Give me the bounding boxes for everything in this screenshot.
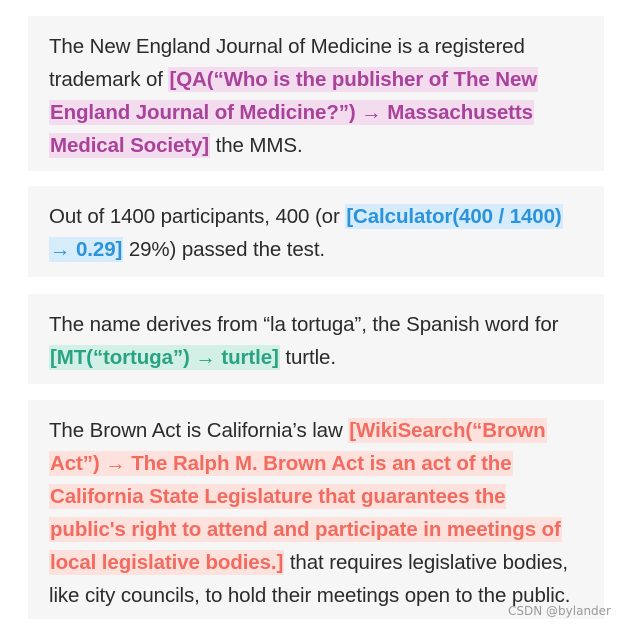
example-text-before: Out of 1400 participants, 400 (or <box>49 205 346 228</box>
example-text-before: The Brown Act is California’s law <box>49 419 349 442</box>
example-text-after: the MMS. <box>210 134 303 157</box>
example-card-qa <box>28 16 604 171</box>
example-card-mt <box>28 294 604 384</box>
example-card-calculator <box>28 186 604 277</box>
api-call-wikisearch-highlight: [WikiSearch(“Brown Act”) → The Ralph M. Brown Act is an act of the California State Legislature that guarantees the public's right to attend and participate in meetings of local legislative bodies.] <box>50 419 561 574</box>
example-text-before: The New England Journal of Medicine is a registered trademark of <box>49 35 525 91</box>
example-text-before: The name derives from “la tortuga”, the Spanish word for <box>49 313 559 336</box>
watermark: CSDN @bylander <box>508 604 611 618</box>
example-text-after: that requires legislative bodies, like city councils, to hold their meetings open to the public. <box>49 551 571 607</box>
api-call-calculator-highlight: [Calculator(400 / 1400) → 0.29] <box>50 205 562 261</box>
api-call-qa-highlight: [QA(“Who is the publisher of The New England Journal of Medicine?”) → Massachusetts Medical Society] <box>50 68 538 157</box>
example-text-after: 29%) passed the test. <box>123 238 326 261</box>
example-text-after: turtle. <box>279 346 336 369</box>
example-card-wikisearch <box>28 400 604 619</box>
api-call-mt-highlight: [MT(“tortuga”) → turtle] <box>50 346 279 369</box>
